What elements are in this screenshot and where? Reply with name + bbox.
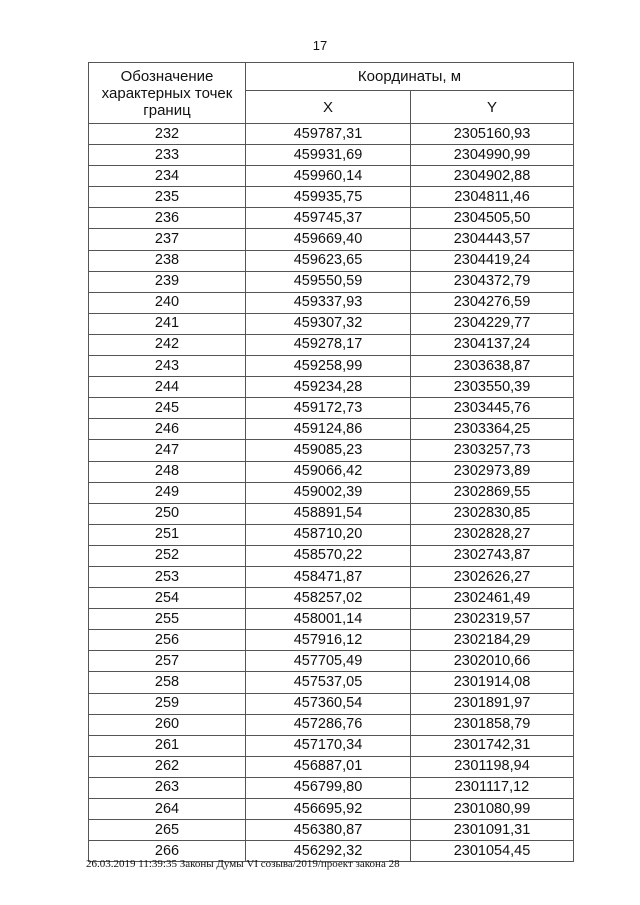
cell-x: 459931,69 [246, 145, 411, 166]
cell-x: 456799,80 [246, 777, 411, 798]
table-row [89, 440, 574, 461]
cell-point: 263 [89, 777, 246, 798]
table-row [89, 756, 574, 777]
cell-y: 2303638,87 [411, 356, 574, 377]
table-row [89, 461, 574, 482]
cell-x: 456695,92 [246, 799, 411, 820]
cell-y: 2303364,25 [411, 419, 574, 440]
cell-x: 459337,93 [246, 292, 411, 313]
cell-y: 2304505,50 [411, 208, 574, 229]
cell-point: 242 [89, 334, 246, 355]
cell-point: 257 [89, 651, 246, 672]
table-row [89, 124, 574, 145]
cell-x: 459935,75 [246, 187, 411, 208]
cell-x: 458257,02 [246, 588, 411, 609]
cell-x: 459234,28 [246, 377, 411, 398]
table-row [89, 693, 574, 714]
cell-x: 459669,40 [246, 229, 411, 250]
cell-point: 233 [89, 145, 246, 166]
cell-x: 458891,54 [246, 503, 411, 524]
cell-y: 2302010,66 [411, 651, 574, 672]
cell-y: 2303550,39 [411, 377, 574, 398]
table-row [89, 777, 574, 798]
cell-y: 2304372,79 [411, 271, 574, 292]
cell-x: 459258,99 [246, 356, 411, 377]
cell-point: 247 [89, 440, 246, 461]
cell-y: 2302319,57 [411, 609, 574, 630]
cell-x: 457537,05 [246, 672, 411, 693]
cell-y: 2304443,57 [411, 229, 574, 250]
cell-point: 244 [89, 377, 246, 398]
cell-x: 458001,14 [246, 609, 411, 630]
table-row [89, 799, 574, 820]
cell-x: 459960,14 [246, 166, 411, 187]
table-row [89, 714, 574, 735]
table-header [89, 63, 574, 124]
cell-y: 2301117,12 [411, 777, 574, 798]
table-row [89, 566, 574, 587]
cell-point: 262 [89, 756, 246, 777]
cell-point: 241 [89, 313, 246, 334]
cell-x: 459278,17 [246, 334, 411, 355]
cell-x: 457286,76 [246, 714, 411, 735]
cell-y: 2302626,27 [411, 566, 574, 587]
table-row [89, 524, 574, 545]
coordinates-table [88, 62, 574, 862]
header-coordinates: Координаты, м [246, 63, 574, 91]
cell-point: 251 [89, 524, 246, 545]
cell-y: 2303445,76 [411, 398, 574, 419]
cell-y: 2302869,55 [411, 482, 574, 503]
cell-y: 2304137,24 [411, 334, 574, 355]
cell-x: 458570,22 [246, 545, 411, 566]
cell-x: 459066,42 [246, 461, 411, 482]
cell-point: 255 [89, 609, 246, 630]
header-designation: Обозначение характерных точек границ [89, 63, 246, 124]
cell-x: 458471,87 [246, 566, 411, 587]
table-row [89, 398, 574, 419]
page-number: 17 [312, 38, 328, 53]
cell-y: 2302184,29 [411, 630, 574, 651]
cell-x: 458710,20 [246, 524, 411, 545]
cell-point: 261 [89, 735, 246, 756]
cell-y: 2302461,49 [411, 588, 574, 609]
cell-point: 248 [89, 461, 246, 482]
cell-x: 459623,65 [246, 250, 411, 271]
cell-y: 2304902,88 [411, 166, 574, 187]
table-row [89, 334, 574, 355]
cell-y: 2304419,24 [411, 250, 574, 271]
cell-y: 2304229,77 [411, 313, 574, 334]
table-row [89, 166, 574, 187]
header-y: Y [411, 91, 574, 124]
table-row [89, 735, 574, 756]
cell-x: 459124,86 [246, 419, 411, 440]
cell-x: 459002,39 [246, 482, 411, 503]
cell-point: 232 [89, 124, 246, 145]
table-row [89, 651, 574, 672]
table-row [89, 630, 574, 651]
cell-x: 459787,31 [246, 124, 411, 145]
table-body [89, 124, 574, 862]
table-row [89, 145, 574, 166]
cell-y: 2301080,99 [411, 799, 574, 820]
cell-y: 2301891,97 [411, 693, 574, 714]
cell-point: 254 [89, 588, 246, 609]
table-row [89, 672, 574, 693]
cell-point: 240 [89, 292, 246, 313]
cell-point: 239 [89, 271, 246, 292]
cell-y: 2301091,31 [411, 820, 574, 841]
cell-y: 2305160,93 [411, 124, 574, 145]
cell-point: 258 [89, 672, 246, 693]
cell-y: 2304811,46 [411, 187, 574, 208]
cell-point: 249 [89, 482, 246, 503]
cell-y: 2301742,31 [411, 735, 574, 756]
table-row [89, 820, 574, 841]
cell-x: 456380,87 [246, 820, 411, 841]
table-row [89, 208, 574, 229]
cell-point: 237 [89, 229, 246, 250]
cell-y: 2303257,73 [411, 440, 574, 461]
table-row [89, 313, 574, 334]
table-row [89, 187, 574, 208]
table-row [89, 292, 574, 313]
cell-point: 252 [89, 545, 246, 566]
cell-x: 459085,23 [246, 440, 411, 461]
cell-point: 259 [89, 693, 246, 714]
cell-point: 245 [89, 398, 246, 419]
cell-x: 459550,59 [246, 271, 411, 292]
cell-y: 2301198,94 [411, 756, 574, 777]
table-row [89, 377, 574, 398]
cell-x: 457916,12 [246, 630, 411, 651]
cell-point: 238 [89, 250, 246, 271]
cell-x: 456292,32 [246, 841, 411, 862]
cell-point: 264 [89, 799, 246, 820]
table-row [89, 482, 574, 503]
cell-x: 459745,37 [246, 208, 411, 229]
table-row [89, 356, 574, 377]
cell-point: 265 [89, 820, 246, 841]
cell-y: 2301054,45 [411, 841, 574, 862]
table-row [89, 229, 574, 250]
cell-y: 2302973,89 [411, 461, 574, 482]
cell-x: 457360,54 [246, 693, 411, 714]
cell-point: 234 [89, 166, 246, 187]
table-row [89, 609, 574, 630]
table-row [89, 419, 574, 440]
header-x: X [246, 91, 411, 124]
cell-x: 457705,49 [246, 651, 411, 672]
cell-y: 2302830,85 [411, 503, 574, 524]
table-row [89, 250, 574, 271]
cell-y: 2301858,79 [411, 714, 574, 735]
table-row [89, 503, 574, 524]
cell-point: 260 [89, 714, 246, 735]
cell-y: 2304990,99 [411, 145, 574, 166]
cell-x: 457170,34 [246, 735, 411, 756]
cell-x: 459307,32 [246, 313, 411, 334]
table-row [89, 588, 574, 609]
cell-x: 456887,01 [246, 756, 411, 777]
cell-y: 2302828,27 [411, 524, 574, 545]
table-row [89, 271, 574, 292]
cell-y: 2302743,87 [411, 545, 574, 566]
cell-point: 266 [89, 841, 246, 862]
cell-point: 236 [89, 208, 246, 229]
cell-point: 235 [89, 187, 246, 208]
cell-y: 2304276,59 [411, 292, 574, 313]
footer-stamp: 26.03.2019 11:39:35 Законы Думы VI созыва/2019/проект закона 28 [86, 858, 400, 870]
cell-x: 459172,73 [246, 398, 411, 419]
cell-y: 2301914,08 [411, 672, 574, 693]
cell-point: 253 [89, 566, 246, 587]
cell-point: 256 [89, 630, 246, 651]
cell-point: 250 [89, 503, 246, 524]
cell-point: 246 [89, 419, 246, 440]
table-row [89, 545, 574, 566]
cell-point: 243 [89, 356, 246, 377]
